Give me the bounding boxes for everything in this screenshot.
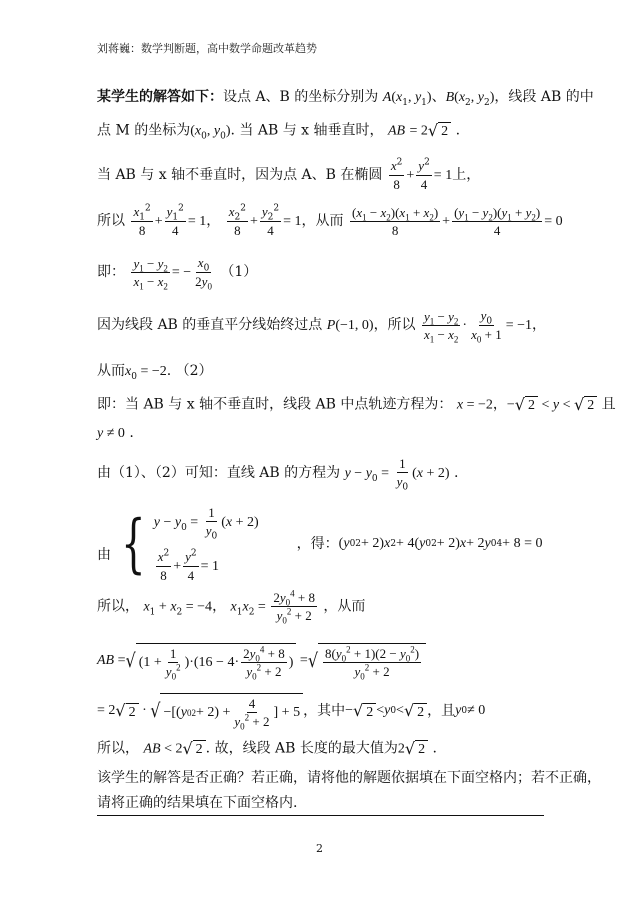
page-number: 2 bbox=[316, 842, 323, 855]
solution-line-10: 由（1）、（2）可知：直线 AB 的方程为 $y - y_0$ = $\frac{1}{y_0}$ (x + 2) . bbox=[97, 456, 459, 493]
solution-line-3: 当 AB 与 x 轴不垂直时，因为点 A、B 在椭圆 $\frac{x^2}{8}$ + $\frac{y^2}{4}$ = 1上， bbox=[97, 157, 481, 192]
solution-line-8: 即：当 AB 与 x 轴不垂直时，线段 AB 中点轨迹方程为： x = −2，− √ 2 < y < √ 2 且 bbox=[97, 394, 616, 414]
solution-line-14: = 2 √ 2 · √ −[( y 0 2 + 2) + $\frac{4}{y_0^2 + 2}$ ] + 5 ，其中 − √ 2 < y 0 < √ 2 ，且 y 0 ≠ 0 bbox=[97, 693, 485, 729]
solution-line-9: y ≠ 0 . bbox=[97, 425, 134, 441]
solution-line-2: 点 M 的坐标为($x_0$, $y_0$). 当 AB 与 x 轴垂直时， AB = 2 √ 2 . bbox=[97, 120, 461, 142]
question-line-1: 该学生的解答是否正确？若正确，请将他的解题依据填在下面空格内；若不正确， bbox=[97, 770, 601, 786]
solution-line-6: 因为线段 AB 的垂直平分线始终过点 P(−1, 0)，所以 $\frac{y_1 - y_2}{x_1 - x_2}$ · $\frac{y_0}{x_0 + 1}$ = −1， bbox=[97, 308, 547, 345]
solution-line-4: 所以 $\frac{x_1^2}{8}$ + $\frac{y_1^2}{4}$ = 1， $\frac{x_2^2}{8}$ + $\frac{y_2^2}{4}$ = 1，从而 $\frac{(x_1 - x_2)(x_1 + x_2)}{8}$ + $\frac{(y_1 - y_2)(y_1 + y_2)}{4}$ = 0 bbox=[97, 203, 563, 238]
page-header: 刘蒋巍：数学判断题，高中数学命题改革趋势 bbox=[97, 42, 317, 55]
solution-line-12: 所以， $x_1 + x_2 = -4$， $x_1x_2$ = $\frac{2y_0^4 + 8}{y_0^2 + 2}$ ，从而 bbox=[97, 588, 366, 626]
solution-line-11: 由 { $y - y_0$ = $\frac{1}{y_0}$ (x + 2) $\frac{x^2}{8}$ + $\frac{y^2}{4}$ = 1 ，得： ( y 0 2 + 2) x 2 + 4( y 0 2 + 2) x + 2 y 0 4 + 8 = 0 bbox=[97, 505, 543, 583]
solution-line-1: 某学生的解答如下：设点 A、B 的坐标分别为 $A(x_1$, $y_1$)、$B(x_2$, $y_2$)，线段 AB 的中 bbox=[97, 89, 594, 108]
system-brace: { bbox=[121, 507, 146, 581]
solution-line-13: AB = √ (1 + $\frac{1}{y_0^2}$ )·(16 − 4· $\frac{2y_0^4 + 8}{y_0^2 + 2}$ ) = √ $\frac{8(y_0^2 + 1)(2 - y_0^2)}{y_0^2 + 2}$ bbox=[97, 643, 426, 679]
solution-line-5: 即： $\frac{y_1 - y_2}{x_1 - x_2}$ = − $\frac{x_0}{2y_0}$ （1） bbox=[97, 255, 258, 292]
answer-rule bbox=[97, 815, 544, 816]
intro-label: 某学生的解答如下： bbox=[97, 89, 223, 105]
solution-line-15: 所以， AB < 2 √ 2 . 故，线段 AB 长度的最大值为2 √ 2 . bbox=[97, 738, 437, 758]
solution-line-7: 从而$x_0 = -2$. （2） bbox=[97, 363, 213, 382]
question-line-2: 请将正确的结果填在下面空格内. bbox=[97, 795, 298, 811]
